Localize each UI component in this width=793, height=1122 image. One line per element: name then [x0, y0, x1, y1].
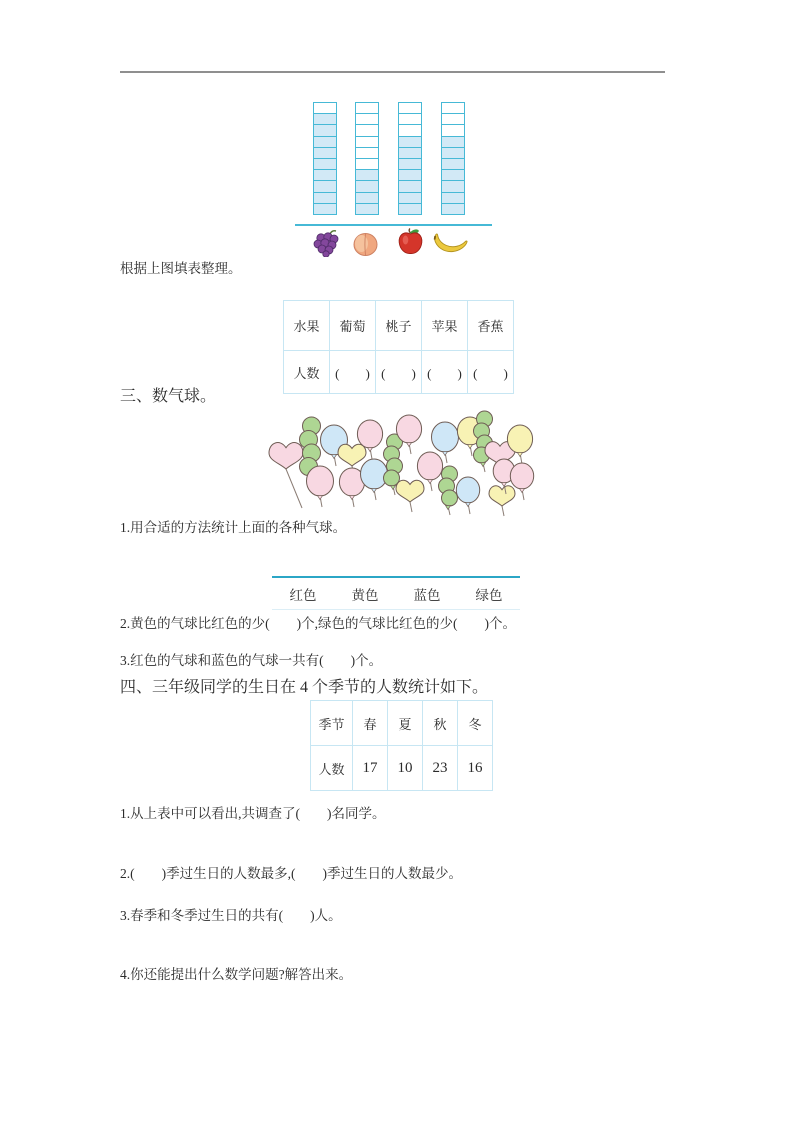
balloon-pink-round — [417, 452, 442, 480]
question-seasons-4: 4.你还能提出什么数学问题?解答出来。 — [120, 967, 353, 982]
balloon-knot — [318, 496, 323, 500]
balloon-knot — [332, 455, 337, 459]
table-header-cell: 桃子 — [376, 301, 422, 351]
balloon-pink-round — [510, 463, 533, 489]
row-label-cell: 人数 — [284, 351, 330, 394]
table-header-cell: 香蕉 — [468, 301, 514, 351]
question-balloons-3: 3.红色的气球和蓝色的气球一共有( )个。 — [120, 653, 383, 668]
balloon-knot — [407, 443, 412, 447]
table-header-cell: 春 — [353, 701, 388, 746]
filled-unit-cell — [398, 203, 422, 215]
table-row — [284, 301, 514, 351]
balloon-yellow-round — [507, 425, 532, 453]
balloon-pink-heart — [269, 443, 303, 469]
fruit-count-table — [283, 300, 514, 394]
answer-blank-cell: ( ) — [330, 351, 376, 394]
season-table — [310, 700, 493, 791]
table-row — [311, 701, 493, 746]
question-balloons-1: 1.用合适的方法统计上面的各种气球。 — [120, 520, 347, 535]
question-seasons-3: 3.春季和冬季过生日的共有( )人。 — [120, 908, 342, 923]
balloon-blue-round — [432, 422, 459, 452]
value-cell: 17 — [353, 746, 388, 791]
color-label-blue: 蓝色 — [413, 587, 441, 603]
color-label-red: 红色 — [289, 587, 317, 603]
balloon-knot — [428, 480, 433, 484]
filled-unit-cell — [355, 203, 379, 215]
balloon-knot — [520, 489, 525, 493]
table-header-cell: 夏 — [388, 701, 423, 746]
balloon-knot — [466, 503, 471, 507]
question-balloons-2: 2.黄色的气球比红色的少( )个,绿色的气球比红色的少( )个。 — [120, 616, 516, 631]
chart-baseline — [295, 224, 492, 226]
color-label-green: 绿色 — [475, 587, 503, 603]
table-header-cell: 冬 — [458, 701, 493, 746]
bar-column-桃子 — [355, 103, 379, 215]
peach-icon — [352, 230, 379, 262]
bar-column-葡萄 — [313, 103, 337, 215]
instruction-fill-table: 根据上图填表整理。 — [120, 261, 242, 276]
balloon-pink-round — [307, 466, 334, 496]
table-header-cell: 水果 — [284, 301, 330, 351]
balloon-knot — [350, 496, 355, 500]
bar-column-苹果 — [398, 103, 422, 215]
balloon-blue-round — [456, 477, 479, 503]
value-cell: 23 — [423, 746, 458, 791]
table-row — [311, 746, 493, 791]
balloon-knot — [518, 453, 523, 457]
section4-heading: 四、三年级同学的生日在 4 个季节的人数统计如下。 — [120, 679, 489, 696]
balloon-pink-round — [396, 415, 421, 443]
balloon-string — [410, 502, 412, 512]
balloon-knot — [446, 506, 451, 510]
section3-heading: 三、数气球。 — [120, 388, 217, 405]
balloons-illustration — [260, 408, 540, 518]
balloon-blue-round — [361, 459, 388, 489]
answer-blank-cell: ( ) — [376, 351, 422, 394]
table-row — [284, 351, 514, 394]
bar-column-香蕉 — [441, 103, 465, 215]
table-header-cell: 秋 — [423, 701, 458, 746]
filled-unit-cell — [441, 203, 465, 215]
color-tally-table — [272, 576, 520, 610]
filled-unit-cell — [313, 203, 337, 215]
balloon-yellow-heart — [396, 480, 424, 502]
balloon-knot — [368, 448, 373, 452]
balloon-pink-round — [357, 420, 382, 448]
table-header-cell: 葡萄 — [330, 301, 376, 351]
balloon-yellow-heart — [489, 486, 515, 506]
balloon-string — [286, 469, 302, 508]
answer-blank-cell: ( ) — [468, 351, 514, 394]
balloon-string — [502, 506, 504, 516]
grapes-icon — [311, 229, 341, 262]
answer-blank-cell: ( ) — [422, 351, 468, 394]
value-cell: 16 — [458, 746, 493, 791]
balloon-green-cluster-unit — [442, 490, 458, 506]
table-header-cell: 季节 — [311, 701, 353, 746]
table-header-cell: 苹果 — [422, 301, 468, 351]
balloon-knot — [468, 445, 473, 449]
horizontal-rule — [120, 71, 665, 73]
balloon-knot — [481, 463, 486, 467]
balloon-yellow-heart — [338, 444, 366, 466]
row-label-cell: 人数 — [311, 746, 353, 791]
balloon-knot — [372, 489, 377, 493]
question-seasons-1: 1.从上表中可以看出,共调查了( )名同学。 — [120, 806, 386, 821]
apple-icon — [397, 227, 424, 261]
value-cell: 10 — [388, 746, 423, 791]
question-seasons-2: 2.( )季过生日的人数最多,( )季过生日的人数最少。 — [120, 866, 462, 881]
balloon-knot — [391, 486, 396, 490]
color-label-yellow: 黄色 — [351, 587, 379, 603]
balloon-knot — [443, 452, 448, 456]
banana-icon — [432, 231, 469, 260]
